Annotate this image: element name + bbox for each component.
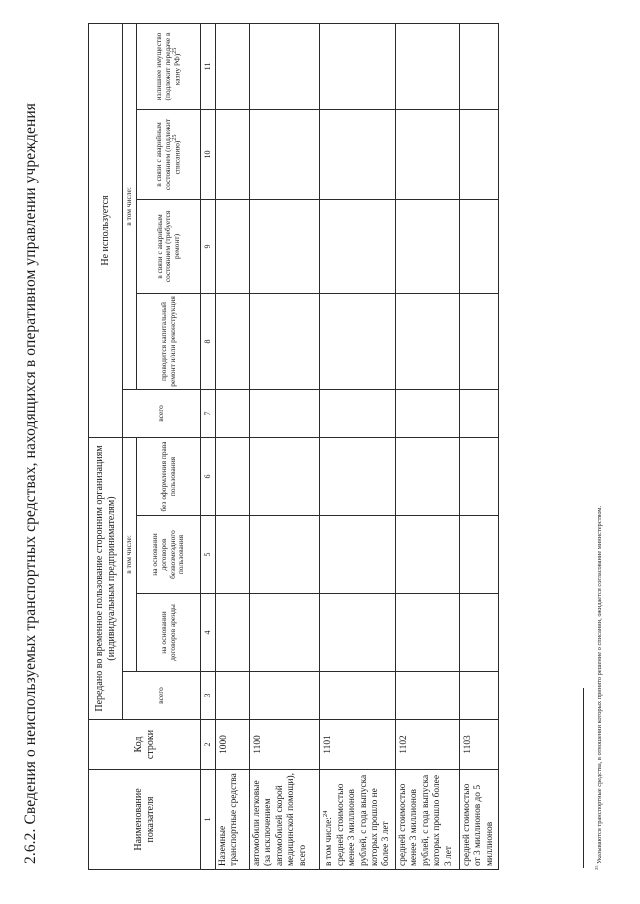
data-cell[interactable] bbox=[320, 594, 396, 672]
data-cell[interactable] bbox=[395, 199, 459, 293]
header-transferred: Передано во временное пользование сторонним организациям (индивидуальным предпринимателям) bbox=[89, 437, 123, 719]
column-numbers-row bbox=[201, 23, 216, 869]
header-transferred-total: всего bbox=[123, 672, 201, 720]
column-number: 7 bbox=[201, 389, 216, 437]
data-cell[interactable] bbox=[395, 109, 459, 199]
column-number: 4 bbox=[201, 594, 216, 672]
header-lease: на основании договоров аренды bbox=[137, 594, 201, 672]
header-emergency-writeoff: в связи с аварийным состоянием (подлежит списанию)$^{25}$ bbox=[137, 109, 201, 199]
data-cell[interactable] bbox=[216, 389, 250, 437]
header-unused-total: всего bbox=[123, 389, 201, 437]
row-name: средней стоимостью менее 3 миллионов рублей, с года выпуска которых прошло более 3 лет bbox=[395, 770, 459, 870]
data-cell[interactable] bbox=[459, 109, 498, 199]
header-no-rights: без оформления права пользования bbox=[137, 437, 201, 515]
column-number: 11 bbox=[201, 23, 216, 109]
row-code: 1100 bbox=[250, 720, 320, 770]
row-code: 1103 bbox=[459, 720, 498, 770]
column-number: 1 bbox=[201, 770, 216, 870]
data-cell[interactable] bbox=[250, 672, 320, 720]
data-cell[interactable] bbox=[320, 199, 396, 293]
column-number: 6 bbox=[201, 437, 216, 515]
column-number: 2 bbox=[201, 720, 216, 770]
data-cell[interactable] bbox=[395, 389, 459, 437]
header-unused-incl: в том числе: bbox=[123, 23, 137, 389]
table-row bbox=[395, 23, 459, 869]
header-transferred-incl: в том числе: bbox=[123, 437, 137, 671]
data-cell[interactable] bbox=[459, 199, 498, 293]
table-row bbox=[320, 23, 396, 869]
data-cell[interactable] bbox=[459, 516, 498, 594]
page-title: 2.6.2. Сведения о неиспользуемых транспортных средствах, находящихся в оперативном управлении учреждения bbox=[22, 102, 39, 864]
data-cell[interactable] bbox=[395, 672, 459, 720]
footnote-divider bbox=[583, 688, 584, 868]
row-name: в том числе:$^{24}$ средней стоимостью менее 3 миллионов рублей, с года выпуска которых прошло не более 3 лет bbox=[320, 770, 396, 870]
data-cell[interactable] bbox=[320, 516, 396, 594]
row-name: автомобили легковые (за исключением автомобилей скорой медицинской помощи), всего bbox=[250, 770, 320, 870]
row-name: средней стоимостью от 3 миллионов до 5 миллионов bbox=[459, 770, 498, 870]
data-cell[interactable] bbox=[320, 389, 396, 437]
header-surplus: излишнее имущество (подлежит передаче в казну РФ)$^{25}$ bbox=[137, 23, 201, 109]
row-code: 1102 bbox=[395, 720, 459, 770]
data-cell[interactable] bbox=[216, 293, 250, 389]
data-cell[interactable] bbox=[320, 672, 396, 720]
data-cell[interactable] bbox=[250, 199, 320, 293]
data-cell[interactable] bbox=[320, 23, 396, 109]
header-free-use: на основании договоров безвозмездного пользования bbox=[137, 516, 201, 594]
column-number: 5 bbox=[201, 516, 216, 594]
data-cell[interactable] bbox=[459, 437, 498, 515]
data-cell[interactable] bbox=[250, 23, 320, 109]
header-unused: Не используется bbox=[89, 23, 123, 437]
data-cell[interactable] bbox=[216, 437, 250, 515]
data-cell[interactable] bbox=[395, 293, 459, 389]
header-code: Код строки bbox=[89, 720, 201, 770]
data-cell[interactable] bbox=[250, 389, 320, 437]
data-cell[interactable] bbox=[216, 109, 250, 199]
data-cell[interactable] bbox=[250, 293, 320, 389]
table-row bbox=[250, 23, 320, 869]
data-cell[interactable] bbox=[250, 437, 320, 515]
data-cell[interactable] bbox=[459, 293, 498, 389]
transport-table bbox=[88, 23, 499, 870]
data-cell[interactable] bbox=[459, 594, 498, 672]
column-number: 10 bbox=[201, 109, 216, 199]
column-number: 8 bbox=[201, 293, 216, 389]
data-cell[interactable] bbox=[459, 672, 498, 720]
data-cell[interactable] bbox=[250, 109, 320, 199]
column-number: 3 bbox=[201, 672, 216, 720]
data-cell[interactable] bbox=[320, 109, 396, 199]
data-cell[interactable] bbox=[395, 516, 459, 594]
data-cell[interactable] bbox=[320, 437, 396, 515]
data-cell[interactable] bbox=[320, 293, 396, 389]
header-emergency-repair: в связи с аварийным состоянием (требуется ремонт) bbox=[137, 199, 201, 293]
footnote: $^{25}$ Указываются транспортные средства, в отношении которых принято решение о списании, ожидается согласование министерством. bbox=[594, 505, 604, 870]
data-cell[interactable] bbox=[216, 199, 250, 293]
data-cell[interactable] bbox=[395, 437, 459, 515]
row-name: Наземные транспортные средства bbox=[216, 770, 250, 870]
data-cell[interactable] bbox=[395, 23, 459, 109]
header-name: Наименование показателя bbox=[89, 770, 201, 870]
column-number: 9 bbox=[201, 199, 216, 293]
data-cell[interactable] bbox=[216, 516, 250, 594]
row-code: 1000 bbox=[216, 720, 250, 770]
row-code: 1101 bbox=[320, 720, 396, 770]
data-cell[interactable] bbox=[216, 23, 250, 109]
table-row bbox=[216, 23, 250, 869]
table-row bbox=[459, 23, 498, 869]
data-cell[interactable] bbox=[459, 23, 498, 109]
data-cell[interactable] bbox=[395, 594, 459, 672]
data-cell[interactable] bbox=[459, 389, 498, 437]
data-cell[interactable] bbox=[216, 672, 250, 720]
data-cell[interactable] bbox=[250, 516, 320, 594]
data-cell[interactable] bbox=[250, 594, 320, 672]
header-repair: проводится капитальный ремонт и/или реконструкция bbox=[137, 293, 201, 389]
data-cell[interactable] bbox=[216, 594, 250, 672]
